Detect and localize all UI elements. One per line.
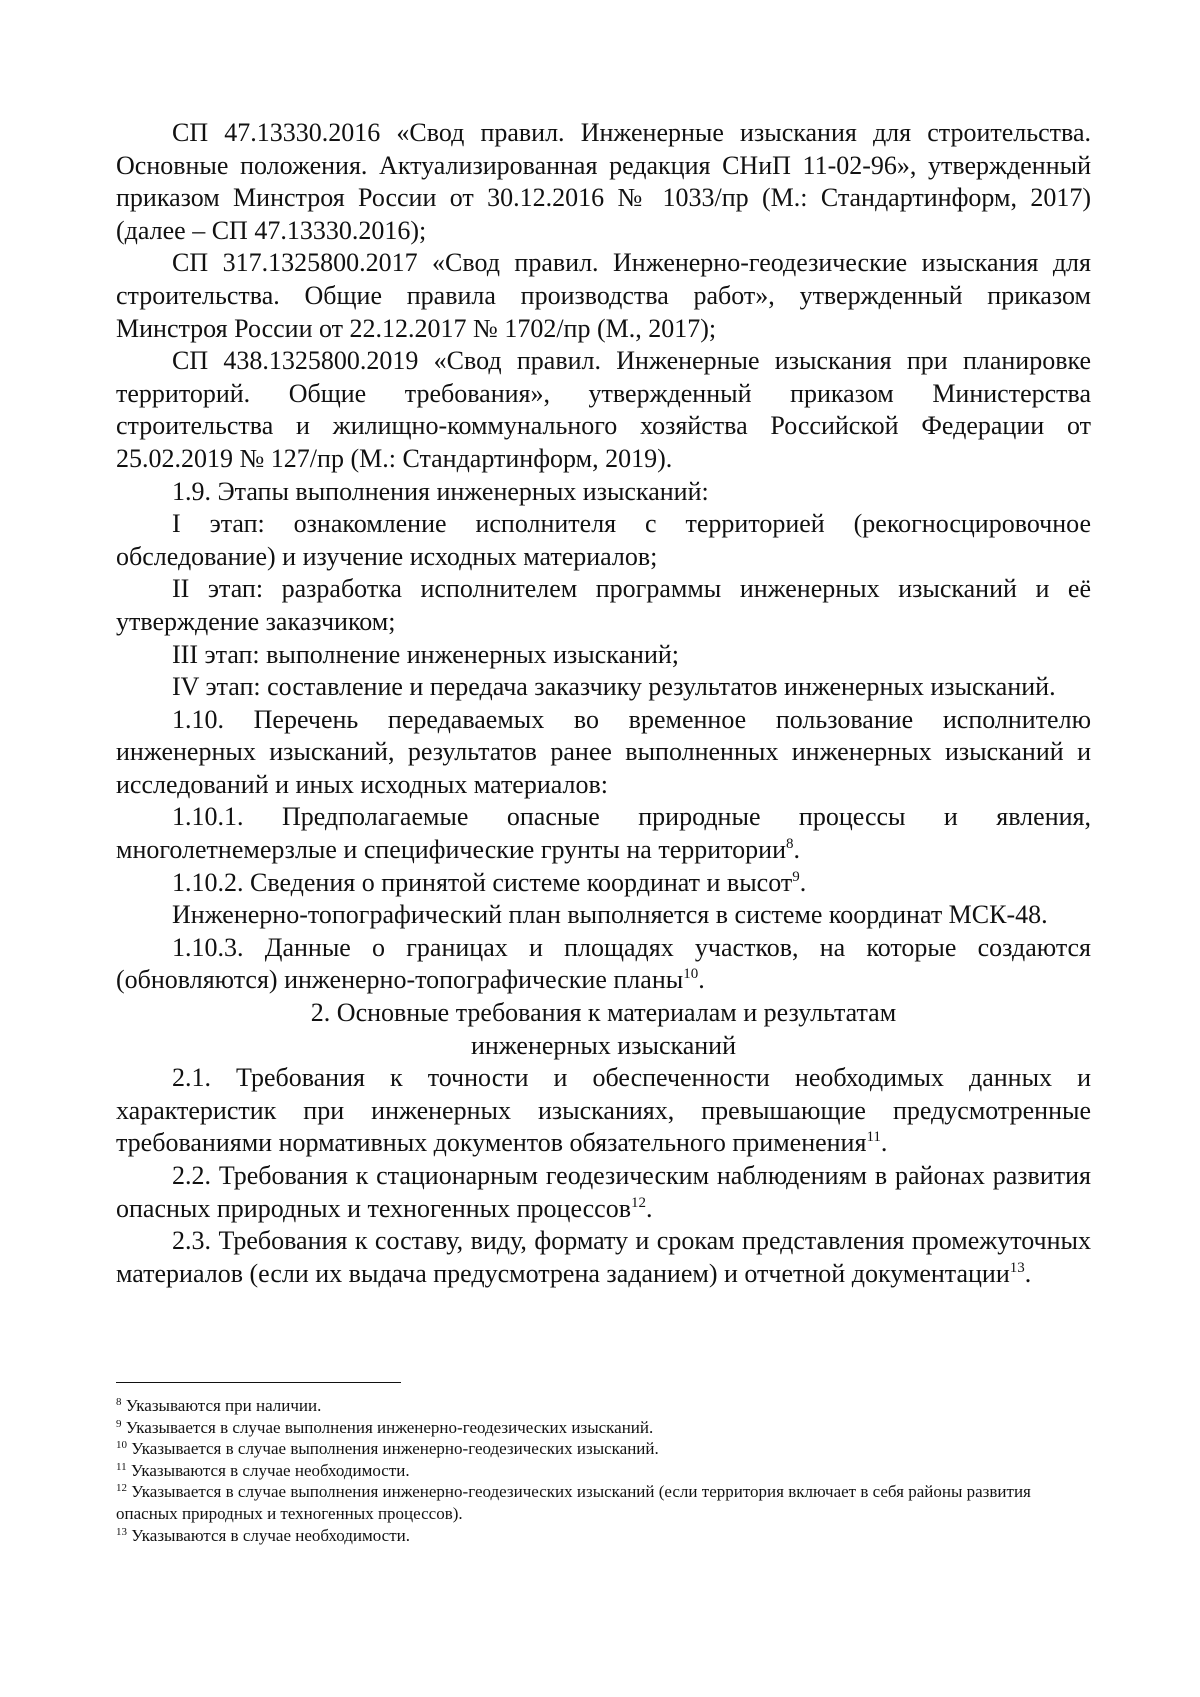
- paragraph-1-9: 1.9. Этапы выполнения инженерных изысканий:: [172, 476, 709, 506]
- paragraph-stage-3: III этап: выполнение инженерных изысканий;: [172, 639, 680, 669]
- paragraph-stage-1: I этап: ознакомление исполнителя с территорией (рекогносцировочное обследование) и изучение исходных материалов;: [116, 509, 1091, 571]
- paragraph-2-1-text: 2.1. Требования к точности и обеспеченности необходимых данных и характеристик при инженерных изысканиях, превышающие предусмотренные требованиями нормативных документов обязательного применения: [116, 1063, 1091, 1158]
- paragraph-coordinate-system: Инженерно-топографический план выполняется в системе координат МСК-48.: [172, 900, 1048, 930]
- footnote-separator: [116, 1382, 401, 1383]
- section-heading-line-2: инженерных изысканий: [470, 1030, 737, 1060]
- footnote-ref-10[interactable]: 10: [683, 966, 699, 983]
- paragraph-2-3: 2.3. Требования к составу, виду, формату и срокам представления промежуточных материалов (если их выдача предусмотрена заданием) и отчетной документации$^{13}$.: [116, 1226, 1091, 1288]
- paragraph-1-10-1: 1.10.1. Предполагаемые опасные природные процессы и явления, многолетнемерзлые и специфические грунты на территории$^8$.: [116, 802, 1091, 865]
- footnote-12: $^{12}$ Указывается в случае выполнения инженерно-геодезических изысканий (если территория включает в себя районы развития опасных природных и техногенных процессов).: [116, 1482, 1031, 1523]
- paragraph-2-2-text: 2.2. Требования к стационарным геодезическим наблюдениям в районах развития опасных природных и техногенных процессов: [116, 1161, 1091, 1223]
- footnote-10: $^{10}$ Указывается в случае выполнения инженерно-геодезических изысканий.: [116, 1439, 659, 1459]
- paragraph-2-1: 2.1. Требования к точности и обеспеченности необходимых данных и характеристик при инженерных изысканиях, превышающие предусмотренные требованиями нормативных документов обязательного применения$^{11}$.: [116, 1063, 1091, 1158]
- paragraph-2-2: 2.2. Требования к стационарным геодезическим наблюдениям в районах развития опасных природных и техногенных процессов$^{12}$.: [116, 1161, 1091, 1223]
- footnote-ref-13[interactable]: 13: [1009, 1259, 1025, 1276]
- footnote-ref-8[interactable]: 8: [786, 836, 794, 853]
- footnote-11: $^{11}$ Указываются в случае необходимости.: [116, 1460, 410, 1480]
- paragraph-1-10-1-text: 1.10.1. Предполагаемые опасные природные процессы и явления, многолетнемерзлые и специфические грунты на территории: [116, 802, 1091, 865]
- paragraph-1-10-3-text: 1.10.3. Данные о границах и площадях участков, на которые создаются (обновляются) инженерно-топографические планы: [116, 932, 1091, 995]
- footnote-ref-11[interactable]: 11: [866, 1129, 881, 1146]
- paragraph-sp-317: СП 317.1325800.2017 «Свод правил. Инженерно-геодезические изыскания для строительства. Общие правила производства работ», утвержденный приказом Минстроя России от 22.12.2017 № 1702/пр (М., 2017);: [116, 248, 1091, 343]
- footnote-ref-9[interactable]: 9: [792, 868, 800, 885]
- footnote-9: $^9$ Указывается в случае выполнения инженерно-геодезических изысканий.: [116, 1417, 654, 1437]
- footnotes: [116, 1395, 1096, 1546]
- section-heading-line-1: 2. Основные требования к материалам и результатам: [310, 998, 897, 1028]
- paragraph-stage-4: IV этап: составление и передача заказчику результатов инженерных изысканий.: [172, 672, 1056, 702]
- paragraph-1-10: 1.10. Перечень передаваемых во временное пользование исполнителю инженерных изысканий, результатов ранее выполненных инженерных изысканий и исследований и иных исходных материалов:: [116, 704, 1091, 799]
- paragraph-1-10-2-text: 1.10.2. Сведения о принятой системе координат и высот: [172, 867, 793, 897]
- paragraph-sp-47: СП 47.13330.2016 «Свод правил. Инженерные изыскания для строительства. Основные положения. Актуализированная редакция СНиП 11-02-96», утвержденный приказом Минстроя России от 30.12.2016 № 1033/пр (М.: Стандартинформ, 2017) (далее – СП 47.13330.2016);: [116, 118, 1091, 245]
- footnote-13: $^{13}$ Указываются в случае необходимости.: [116, 1525, 411, 1545]
- section-heading: [116, 997, 1091, 1062]
- paragraph-sp-438: СП 438.1325800.2019 «Свод правил. Инженерные изыскания при планировке территорий. Общие требования», утвержденный приказом Министерства строительства и жилищно-коммунального хозяйства Российской Федерации от 25.02.2019 № 127/пр (М.: Стандартинформ, 2019).: [116, 346, 1091, 473]
- paragraph-stage-2: II этап: разработка исполнителем программы инженерных изысканий и её утверждение заказчиком;: [116, 574, 1091, 636]
- paragraph-1-10-2: 1.10.2. Сведения о принятой системе координат и высот$^9$.: [172, 867, 807, 897]
- footnote-ref-12[interactable]: 12: [631, 1194, 646, 1211]
- footnote-8: $^8$ Указываются при наличии.: [116, 1396, 322, 1415]
- paragraph-2-3-text: 2.3. Требования к составу, виду, формату и срокам представления промежуточных материалов (если их выдача предусмотрена заданием) и отчетной документации: [116, 1226, 1091, 1288]
- paragraph-1-10-3: 1.10.3. Данные о границах и площадях участков, на которые создаются (обновляются) инженерно-топографические планы$^{10}$.: [116, 932, 1091, 995]
- document-body: [116, 117, 1091, 1290]
